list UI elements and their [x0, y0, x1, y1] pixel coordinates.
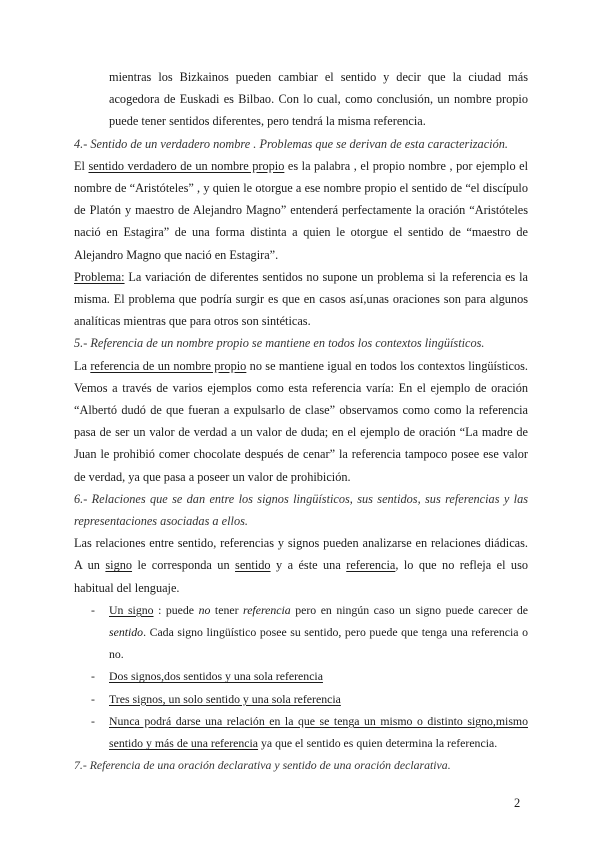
relations-list: [74, 599, 528, 754]
list-item-term: Un signo: [109, 602, 154, 617]
text-span: Las relaciones entre sentido, referencias y signos pueden analizarse en relaciones diádicas. A un: [74, 536, 528, 573]
text-span: no se mantiene igual en todos los contextos lingüísticos. Vemos a través de varios ejemplos como esta referencia varía: En el ejemplo de oración “Albertó dudó de que fueran a expulsarlo de clase” observamos como como la referencia pasa de ser un valor de verdad a un valor de duda; en el ejemplo de oración “La madre de Juan le prohibió comer chocolate después de cenar” la referencia tampoco posee ese valor de verdad, ya que pasa a poseer un valor de prohibición.: [74, 358, 528, 484]
section-5-paragraph: [74, 355, 528, 488]
list-item: [74, 710, 528, 754]
continuation-paragraph: mientras los Bizkainos pueden cambiar el sentido y decir que la ciudad más acogedora de Euskadi es Bilbao. Con lo cual, como conclusión, un nombre propio puede tener sentidos diferentes, pero tendrá la misma referencia.: [109, 70, 528, 129]
text-span: ya que el sentido es quien determina la referencia.: [258, 736, 498, 751]
text-span: , lo que no refleja el uso habitual del lenguaje.: [74, 558, 528, 595]
page-number: 2: [514, 796, 521, 810]
text-span: La: [74, 358, 91, 373]
page-content: [74, 66, 528, 777]
section-4-paragraph: [74, 155, 528, 266]
text-span: le corresponda un: [132, 558, 236, 573]
underlined-word-referencia: referencia: [346, 558, 396, 573]
underlined-term: sentido verdadero de un nombre propio: [88, 158, 285, 173]
section-4-heading: 4.- Sentido de un verdadero nombre . Problemas que se derivan de esta caracterización.: [74, 136, 508, 151]
problem-paragraph: [74, 266, 528, 333]
list-item-text: Dos signos,dos sentidos y una sola referencia: [109, 669, 323, 684]
underlined-word-signo: signo: [105, 558, 133, 573]
list-item-text: Tres signos, un solo sentido y una sola referencia: [109, 691, 341, 706]
section-7-heading: 7.- Referencia de una oración declarativa y sentido de una oración declarativa.: [74, 758, 451, 773]
text-span: es la palabra , el propio nombre , por ejemplo el nombre de “Aristóteles” , y quien le otorgue a ese nombre propio el sentido de “el discípulo de Platón y maestro de Alejandro Magno” entenderá perfectamente la oración “Aristóteles nació en Estagira” de una forma distinta a quien le otorgue el sentido de “maestro de Alejandro Magno que nació en Estagira”.: [74, 158, 529, 262]
text-span: . Cada signo lingüístico posee su sentido, pero puede que tenga una referencia o no.: [109, 625, 528, 662]
text-span: pero en ningún caso un signo puede carecer de: [290, 602, 529, 617]
text-span: tener: [210, 602, 244, 617]
list-item: [74, 688, 528, 710]
underlined-word-sentido: sentido: [235, 558, 271, 573]
list-item: [74, 599, 528, 666]
text-span: : puede: [153, 602, 199, 617]
italic-word: sentido: [109, 625, 144, 640]
underlined-term: referencia de un nombre propio: [90, 358, 247, 373]
list-item: [74, 665, 528, 687]
text-span: La variación de diferentes sentidos no supone un problema si la referencia es la misma. El problema que podría surgir es que en casos así,unas oraciones son para algunos analíticas mientras que para otros son sintéticas.: [74, 269, 528, 329]
section-5-heading: 5.- Referencia de un nombre propio se mantiene en todos los contextos lingüísticos.: [74, 336, 485, 351]
list-item-term: Nunca podrá darse una relación en la que se tenga un mismo o distinto signo,mismo sentido y más de una referencia: [109, 713, 528, 751]
text-span: y a éste una: [270, 558, 347, 573]
section-6-paragraph: [74, 532, 528, 599]
italic-word: no: [198, 602, 211, 617]
section-6-heading: 6.- Relaciones que se dan entre los signos lingüísticos, sus sentidos, sus referencias y las representaciones asociadas a ellos.: [74, 491, 528, 529]
text-span: El: [74, 158, 89, 173]
italic-word: referencia: [243, 602, 291, 617]
problem-label: Problema:: [74, 269, 125, 284]
